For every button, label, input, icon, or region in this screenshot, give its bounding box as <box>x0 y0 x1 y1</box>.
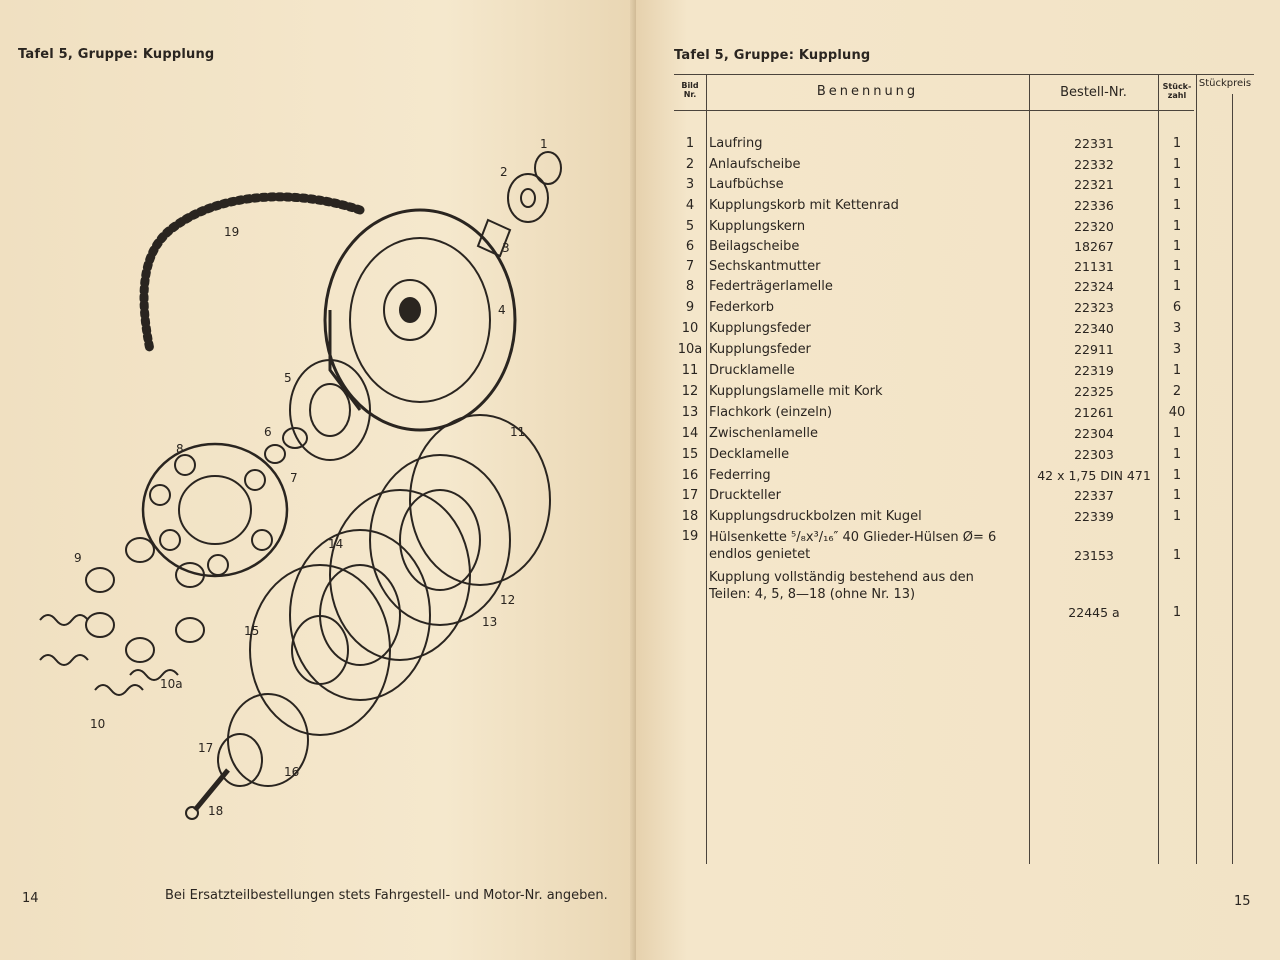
table-row <box>674 300 1254 320</box>
cell-nr: 10 <box>681 321 699 336</box>
cell-bestell: 22340 <box>1074 321 1114 336</box>
table-row <box>674 219 1254 239</box>
label-10a: 10a <box>160 677 183 691</box>
cell-nr: 4 <box>685 198 695 213</box>
cell-nr: 2 <box>685 157 695 172</box>
cell-nr: 19 <box>681 529 699 544</box>
header-bild-line1: Bild <box>681 81 699 90</box>
cell-qty: 2 <box>1172 384 1182 399</box>
cell-name: Sechskantmutter <box>709 259 821 274</box>
label-3: 3 <box>502 241 510 255</box>
cell-name: Kupplungskorb mit Kettenrad <box>709 198 899 213</box>
table-top-rule <box>674 74 1254 75</box>
cell-name: Laufring <box>709 136 763 151</box>
cell-bestell: 22323 <box>1074 300 1114 315</box>
header-bestell-nr: Bestell-Nr. <box>1060 85 1127 100</box>
cell-qty: 6 <box>1172 300 1182 315</box>
table-row <box>674 279 1254 299</box>
header-bild-nr <box>674 81 706 99</box>
cell-qty: 1 <box>1172 279 1182 294</box>
label-15: 15 <box>244 624 260 638</box>
cell-bestell: 22337 <box>1074 488 1114 503</box>
left-page-heading: Tafel 5, Gruppe: Kupplung <box>18 47 215 62</box>
chain-part-19 <box>144 197 360 350</box>
table-row <box>674 447 1254 467</box>
kupplungslamelle-part-12 <box>370 455 510 625</box>
cell-nr: 9 <box>685 300 695 315</box>
cell-bestell: 22304 <box>1074 426 1114 441</box>
cell-qty: 1 <box>1172 219 1182 234</box>
drucklamelle-part-11 <box>410 415 550 585</box>
cell-qty: 3 <box>1172 342 1182 357</box>
cell-bestell: 21261 <box>1074 405 1114 420</box>
header-stueck-line2: zahl <box>1167 91 1187 100</box>
cell-name: Zwischenlamelle <box>709 426 819 441</box>
cell-name: Kupplungsfeder <box>709 321 811 336</box>
table-row <box>674 468 1254 488</box>
cell-qty: 1 <box>1172 363 1182 378</box>
parts-table <box>674 74 1254 864</box>
cell-name: Kupplungsfeder <box>709 342 811 357</box>
anlaufscheibe-part-2 <box>508 174 548 222</box>
table-row <box>674 239 1254 259</box>
cell-bestell: 22321 <box>1074 177 1114 192</box>
table-row <box>674 157 1254 177</box>
cell-bestell: 22325 <box>1074 384 1114 399</box>
label-13: 13 <box>482 615 498 629</box>
cell-qty: 1 <box>1172 509 1182 524</box>
right-page-number: 15 <box>1234 894 1251 909</box>
label-9: 9 <box>74 551 82 565</box>
cell-bestell: 22319 <box>1074 363 1114 378</box>
cell-nr: 17 <box>681 488 699 503</box>
cell-name: Flachkork (einzeln) <box>709 405 833 420</box>
cell-bestell: 22332 <box>1074 157 1114 172</box>
label-18: 18 <box>208 804 224 818</box>
label-19: 19 <box>224 225 240 239</box>
cell-nr: 16 <box>681 468 699 483</box>
header-stueckzahl <box>1158 82 1196 100</box>
cell-qty: 1 <box>1172 136 1182 151</box>
header-bottom-rule <box>674 110 1194 111</box>
cell-nr: 11 <box>681 363 699 378</box>
cell-nr: 6 <box>685 239 695 254</box>
cell-name: Beilagscheibe <box>709 239 800 254</box>
cell-nr: 3 <box>685 177 695 192</box>
label-6: 6 <box>264 425 272 439</box>
sechskantmutter-part-7 <box>265 445 285 463</box>
druckteller-part-17 <box>218 734 262 786</box>
cell-qty: 1 <box>1172 605 1182 620</box>
cell-name: Kupplung vollständig bestehend aus den Teilen: 4, 5, 8—18 (ohne Nr. 13) <box>709 570 974 602</box>
table-row-chain <box>674 529 1254 569</box>
cell-nr: 5 <box>685 219 695 234</box>
cell-name: Laufbüchse <box>709 177 784 192</box>
cell-qty: 1 <box>1172 447 1182 462</box>
cell-qty: 1 <box>1172 157 1182 172</box>
cell-bestell: 22331 <box>1074 136 1114 151</box>
cell-name: Federträgerlamelle <box>709 279 833 294</box>
cell-bestell: 22324 <box>1074 279 1114 294</box>
table-row <box>674 136 1254 156</box>
cell-qty: 1 <box>1172 468 1182 483</box>
cell-qty: 3 <box>1172 321 1182 336</box>
cell-bestell: 22911 <box>1074 342 1114 357</box>
cell-qty: 1 <box>1172 548 1182 563</box>
cell-qty: 1 <box>1172 426 1182 441</box>
cell-name: Decklamelle <box>709 447 790 462</box>
cell-nr: 8 <box>685 279 695 294</box>
cell-qty: 1 <box>1172 488 1182 503</box>
beilagscheibe-part-6 <box>283 428 307 448</box>
right-page <box>636 0 1280 960</box>
clutch-exploded-diagram <box>0 120 636 960</box>
cell-qty: 40 <box>1168 405 1186 420</box>
federkorb-and-springs <box>40 538 204 695</box>
cell-nr: 1 <box>685 136 695 151</box>
cell-name: Drucklamelle <box>709 363 795 378</box>
cell-name: Federring <box>709 468 771 483</box>
cell-qty: 1 <box>1172 198 1182 213</box>
header-benennung: Benennung <box>816 84 919 99</box>
kupplungskorb-part-4 <box>325 210 515 430</box>
cell-name: Druckteller <box>709 488 781 503</box>
header-stueckpreis: Stückpreis <box>1198 78 1252 89</box>
cell-bestell: 42 x 1,75 DIN 471 <box>1037 468 1151 483</box>
label-16: 16 <box>284 765 300 779</box>
table-row <box>674 405 1254 425</box>
table-row <box>674 488 1254 508</box>
label-14: 14 <box>328 537 344 551</box>
cell-nr: 7 <box>685 259 695 274</box>
order-note: Bei Ersatzteilbestellungen stets Fahrgestell- und Motor-Nr. angeben. <box>165 888 608 903</box>
left-page <box>0 0 636 960</box>
cell-nr: 12 <box>681 384 699 399</box>
table-row-complete-clutch <box>674 569 1254 625</box>
left-page-number: 14 <box>22 891 39 906</box>
table-row <box>674 384 1254 404</box>
cell-bestell: 22303 <box>1074 447 1114 462</box>
cell-bestell: 22336 <box>1074 198 1114 213</box>
kupplungslamelle-part-12b <box>290 530 430 700</box>
cell-name: Kupplungskern <box>709 219 806 234</box>
cell-name: Federkorb <box>709 300 774 315</box>
cell-nr: 18 <box>681 509 699 524</box>
table-row <box>674 363 1254 383</box>
table-row <box>674 198 1254 218</box>
decklamelle-part-15 <box>250 565 390 735</box>
header-bild-line2: Nr. <box>683 90 697 99</box>
cell-nr: 10a <box>677 342 703 357</box>
cell-qty: 1 <box>1172 177 1182 192</box>
label-2: 2 <box>500 165 508 179</box>
laufring-part-1 <box>535 152 561 184</box>
label-12: 12 <box>500 593 516 607</box>
label-4: 4 <box>498 303 506 317</box>
cell-qty: 1 <box>1172 239 1182 254</box>
label-10: 10 <box>90 717 106 731</box>
cell-nr: 13 <box>681 405 699 420</box>
cell-qty: 1 <box>1172 259 1182 274</box>
table-row <box>674 426 1254 446</box>
cell-bestell: 18267 <box>1074 239 1114 254</box>
federtraegerlamelle-part-8 <box>143 444 287 576</box>
cell-bestell: 22320 <box>1074 219 1114 234</box>
table-row <box>674 259 1254 279</box>
label-1: 1 <box>540 137 548 151</box>
cell-bestell: 23153 <box>1074 548 1114 563</box>
cell-nr: 14 <box>681 426 699 441</box>
cell-name: Kupplungslamelle mit Kork <box>709 384 883 399</box>
zwischenlamelle-part-14 <box>330 490 470 660</box>
table-row <box>674 321 1254 341</box>
cell-bestell: 21131 <box>1074 259 1114 274</box>
cell-name: Kupplungsdruckbolzen mit Kugel <box>709 509 922 524</box>
right-page-heading: Tafel 5, Gruppe: Kupplung <box>674 48 871 63</box>
label-11: 11 <box>510 425 526 439</box>
cell-bestell: 22339 <box>1074 509 1114 524</box>
table-row <box>674 509 1254 529</box>
table-row <box>674 177 1254 197</box>
cell-bestell: 22445 a <box>1068 605 1120 620</box>
label-5: 5 <box>284 371 292 385</box>
label-8: 8 <box>176 442 184 456</box>
cell-name: Hülsenkette ⁵/₈x³/₁₆″ 40 Glieder-Hülsen Ø= 6 endlos genietet <box>709 530 997 562</box>
cell-nr: 15 <box>681 447 699 462</box>
header-stueck-line1: Stück- <box>1162 82 1192 91</box>
label-17: 17 <box>198 741 214 755</box>
cell-name: Anlaufscheibe <box>709 157 801 172</box>
table-row <box>674 342 1254 362</box>
label-7: 7 <box>290 471 298 485</box>
